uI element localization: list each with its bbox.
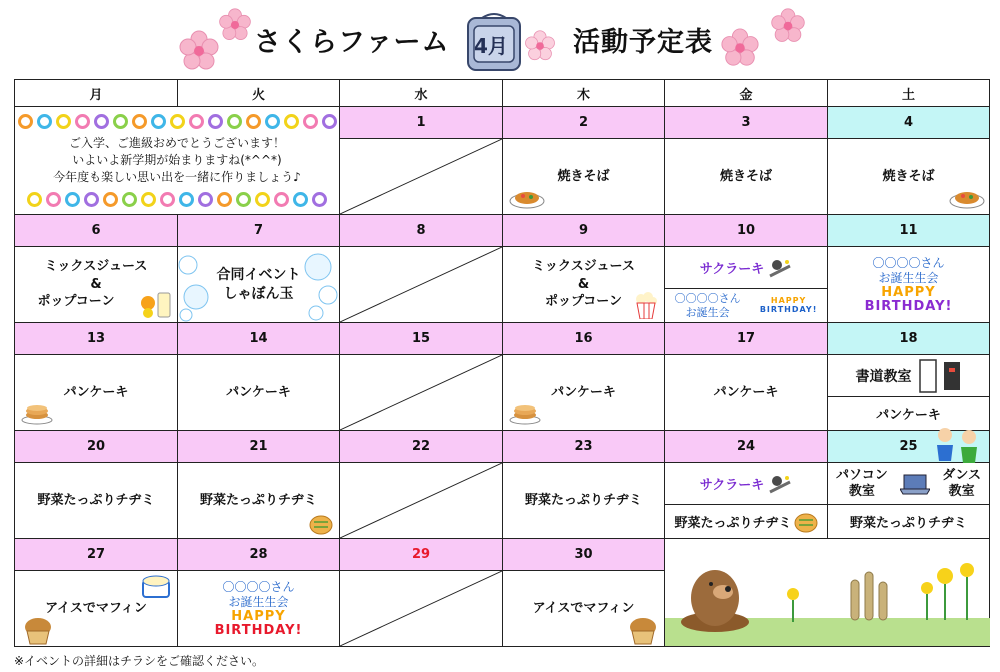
event-row bbox=[15, 247, 990, 323]
event-cell bbox=[828, 139, 990, 215]
date-cell: 27 bbox=[15, 539, 178, 571]
event-bottom-half bbox=[828, 505, 989, 538]
date-cell: 25 bbox=[828, 431, 990, 463]
date-cell: 20 bbox=[15, 431, 178, 463]
date-cell: 18 bbox=[828, 323, 990, 355]
event-label: 野菜たっぷりチヂミ bbox=[37, 492, 155, 508]
empty-day-cell bbox=[340, 247, 503, 323]
event-label: 焼きそば bbox=[882, 168, 935, 184]
yakisoba-icon bbox=[949, 187, 985, 209]
happy-birthday-banner: HAPPY BIRTHDAY! bbox=[759, 296, 818, 314]
event-label: & bbox=[577, 276, 590, 292]
chijimi-icon bbox=[794, 511, 818, 533]
date-row bbox=[15, 431, 990, 463]
event-label: ポップコーン bbox=[544, 294, 623, 310]
date-row bbox=[15, 215, 990, 247]
event-cell bbox=[178, 571, 340, 647]
slash-line bbox=[340, 571, 502, 646]
event-label: 野菜たっぷりチヂミ bbox=[849, 516, 967, 531]
empty-day-cell bbox=[340, 463, 503, 539]
event-cell bbox=[503, 571, 665, 647]
event-cell bbox=[665, 139, 828, 215]
event-label: ミックスジュース bbox=[44, 259, 148, 275]
sakura-rock-icon bbox=[768, 258, 792, 278]
event-cell bbox=[15, 463, 178, 539]
happy-birthday-banner: HAPPY BIRTHDAY! bbox=[214, 608, 303, 638]
event-label: パンケーキ bbox=[713, 384, 779, 400]
date-cell: 15 bbox=[340, 323, 503, 355]
slash-line bbox=[340, 463, 502, 538]
event-label: パソコン bbox=[836, 467, 888, 483]
event-label: パンケーキ bbox=[551, 384, 616, 400]
event-label: 教室 bbox=[848, 483, 875, 499]
event-cell bbox=[15, 247, 178, 323]
pancake-icon bbox=[509, 401, 541, 425]
event-label: アイスでマフィン bbox=[532, 600, 635, 616]
date-cell: 6 bbox=[15, 215, 178, 247]
date-cell: 13 bbox=[15, 323, 178, 355]
event-cell bbox=[503, 139, 665, 215]
event-label: パンケーキ bbox=[226, 384, 291, 400]
event-cell-split bbox=[665, 247, 828, 323]
date-cell: 2 bbox=[503, 107, 665, 139]
date-cell: 24 bbox=[665, 431, 828, 463]
month-badge: 4月 bbox=[474, 34, 508, 58]
event-cell bbox=[828, 247, 990, 323]
event-bottom-half bbox=[665, 505, 827, 538]
calligraphy-icon bbox=[918, 358, 962, 394]
birthday-name: 〇〇〇〇さん bbox=[872, 255, 945, 270]
weekday-wed: 水 bbox=[340, 80, 503, 107]
flower-border-bottom bbox=[15, 192, 339, 207]
event-cell bbox=[503, 463, 665, 539]
empty-day-cell bbox=[340, 139, 503, 215]
calendar-table bbox=[14, 79, 990, 647]
empty-day-cell bbox=[340, 355, 503, 431]
date-cell: 16 bbox=[503, 323, 665, 355]
slash-line bbox=[340, 355, 502, 430]
welcome-message-cell bbox=[15, 107, 340, 215]
page-title-left: さくらファーム bbox=[254, 27, 450, 58]
event-row bbox=[15, 355, 990, 431]
event-cell bbox=[178, 463, 340, 539]
event-cell bbox=[503, 355, 665, 431]
date-cell: 7 bbox=[178, 215, 340, 247]
ice-cream-icon bbox=[141, 573, 171, 599]
event-cell-split bbox=[665, 463, 828, 539]
birthday-name: 〇〇〇〇さん bbox=[674, 292, 741, 306]
date-cell: 3 bbox=[665, 107, 828, 139]
event-cell-split bbox=[828, 463, 990, 539]
event-label: 野菜たっぷりチヂミ bbox=[199, 492, 317, 508]
date-row bbox=[15, 539, 990, 571]
date-cell: 9 bbox=[503, 215, 665, 247]
slash-line bbox=[340, 247, 502, 322]
event-cell-split bbox=[828, 355, 990, 431]
event-cell bbox=[503, 247, 665, 323]
event-top-half bbox=[828, 355, 989, 397]
weekday-mon: 月 bbox=[15, 80, 178, 107]
date-cell: 1 bbox=[340, 107, 503, 139]
date-row bbox=[15, 107, 990, 139]
date-cell: 14 bbox=[178, 323, 340, 355]
weekday-fri: 金 bbox=[665, 80, 828, 107]
event-label: しゃぼん玉 bbox=[223, 285, 294, 302]
date-cell: 4 bbox=[828, 107, 990, 139]
sakura-rock-icon bbox=[768, 474, 792, 494]
birthday-label: お誕生会 bbox=[685, 305, 730, 319]
sakura-flower-icon bbox=[218, 8, 252, 42]
event-label: 野菜たっぷりチヂミ bbox=[674, 516, 792, 531]
footer-note: ※イベントの詳細はチラシをご確認ください。 bbox=[14, 654, 265, 668]
date-cell: 30 bbox=[503, 539, 665, 571]
empty-day-cell bbox=[340, 571, 503, 647]
event-label: 教室 bbox=[948, 483, 975, 499]
date-cell-holiday: 29 bbox=[340, 539, 503, 571]
event-top-half bbox=[828, 463, 989, 505]
birthday-label: お誕生生会 bbox=[228, 594, 289, 609]
event-label: パンケーキ bbox=[63, 384, 129, 400]
yakisoba-icon bbox=[509, 187, 545, 209]
event-cell bbox=[15, 355, 178, 431]
event-label: ミックスジュース bbox=[532, 259, 635, 275]
page-title-right: 活動予定表 bbox=[573, 27, 713, 58]
event-top-half bbox=[665, 247, 827, 289]
sakura-flower-icon bbox=[720, 28, 760, 68]
event-label: 野菜たっぷりチヂミ bbox=[524, 492, 642, 508]
event-label: アイスでマフィン bbox=[45, 600, 147, 616]
birthday-name: 〇〇〇〇さん bbox=[222, 579, 295, 594]
flower-border-top bbox=[15, 114, 339, 129]
event-label: サクラーキ bbox=[699, 478, 765, 493]
muffin-icon bbox=[628, 617, 658, 645]
event-label: 焼きそば bbox=[719, 168, 772, 184]
slash-line bbox=[340, 139, 502, 214]
weekday-thu: 木 bbox=[503, 80, 665, 107]
laptop-icon bbox=[900, 473, 930, 495]
event-row bbox=[15, 463, 990, 539]
juice-icon bbox=[139, 287, 173, 319]
weekday-sat: 土 bbox=[828, 80, 990, 107]
event-label: ダンス bbox=[942, 467, 981, 483]
sakura-flower-icon bbox=[770, 8, 806, 44]
date-cell: 10 bbox=[665, 215, 828, 247]
event-cell bbox=[178, 355, 340, 431]
event-cell bbox=[665, 355, 828, 431]
muffin-icon bbox=[23, 617, 53, 645]
spring-illustration-cell bbox=[665, 539, 990, 647]
event-cell bbox=[178, 247, 340, 323]
pancake-icon bbox=[21, 401, 53, 425]
date-cell: 28 bbox=[178, 539, 340, 571]
date-cell: 21 bbox=[178, 431, 340, 463]
event-cell bbox=[15, 571, 178, 647]
event-label: & bbox=[90, 276, 102, 292]
header bbox=[0, 0, 1000, 78]
weekday-tue: 火 bbox=[178, 80, 340, 107]
event-bottom-half bbox=[665, 289, 827, 322]
event-label: ポップコーン bbox=[37, 294, 115, 310]
date-row bbox=[15, 323, 990, 355]
welcome-line-2: いよいよ新学期が始まりますね(*^^*) bbox=[72, 153, 282, 168]
date-cell: 11 bbox=[828, 215, 990, 247]
welcome-line-1: ご入学、ご進級おめでとうございます！ bbox=[68, 136, 285, 151]
sakura-flower-icon bbox=[178, 30, 220, 72]
popcorn-icon bbox=[634, 291, 658, 319]
date-cell: 17 bbox=[665, 323, 828, 355]
weekday-header-row bbox=[15, 80, 990, 107]
chijimi-icon bbox=[309, 513, 333, 535]
event-label: 合同イベント bbox=[216, 266, 301, 283]
happy-birthday-banner: HAPPY BIRTHDAY! bbox=[864, 284, 953, 314]
date-cell: 8 bbox=[340, 215, 503, 247]
date-cell: 22 bbox=[340, 431, 503, 463]
welcome-line-3: 今年度も楽しい思い出を一緒に作りましょう♪ bbox=[53, 169, 301, 184]
birthday-label: お誕生生会 bbox=[878, 270, 939, 285]
event-label: 書道教室 bbox=[855, 368, 912, 385]
date-cell: 23 bbox=[503, 431, 665, 463]
event-label: 焼きそば bbox=[557, 168, 610, 184]
event-top-half bbox=[665, 463, 827, 505]
mole-spring-illustration bbox=[665, 540, 990, 646]
event-label: サクラーキ bbox=[699, 262, 765, 277]
event-label: パンケーキ bbox=[876, 408, 941, 423]
